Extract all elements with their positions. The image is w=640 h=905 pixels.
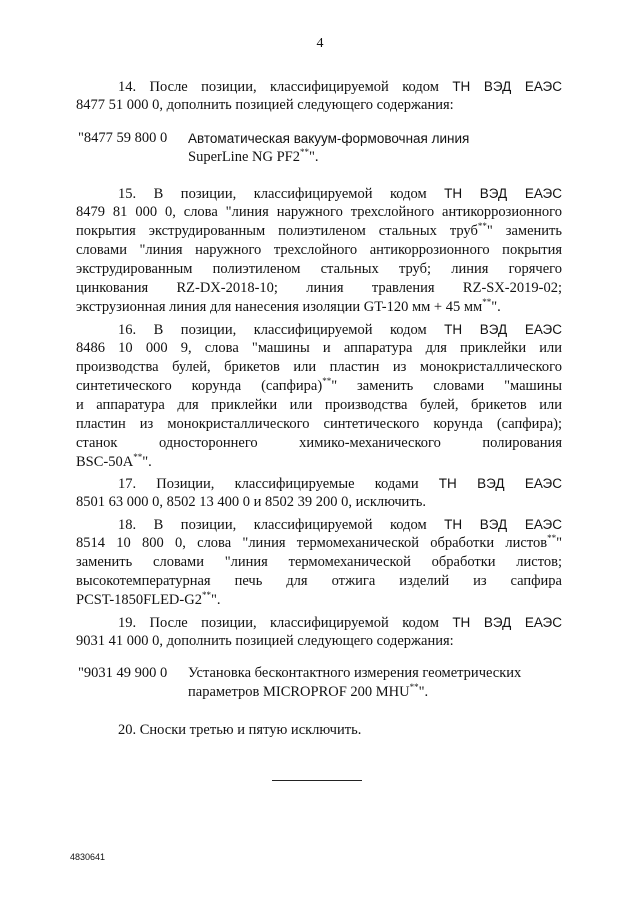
footnote-marker: ** — [547, 533, 557, 543]
item-20-line-1: 20. Сноски третью и пятую исключить. — [118, 722, 362, 738]
item-16-line-8: BSC-50A**". — [76, 452, 152, 470]
footnote-marker: ** — [201, 590, 211, 600]
footnote-marker: ** — [133, 452, 143, 462]
footnote-marker: ** — [322, 376, 332, 386]
item-16-line-3: производства булей, брикетов или пластин из монокристаллического — [76, 359, 562, 375]
item-16-line-5: и аппаратура для приклейки или производства булей, брикетов или — [76, 397, 562, 413]
footnote-marker: ** — [409, 682, 419, 692]
item-15-line-2: 8479 81 000 0, слова "линия наружного трехслойного антикоррозионного — [76, 204, 562, 220]
footnote-marker: ** — [299, 147, 309, 157]
item-19-entry-line-2: параметров MICROPROF 200 MHU**". — [188, 682, 429, 700]
document-footer-id: 4830641 — [70, 852, 106, 862]
item-18-line-5: PCST-1850FLED-G2**". — [76, 590, 221, 608]
item-14-entry-code: "8477 59 800 0 — [78, 130, 168, 146]
footnote-marker: ** — [477, 221, 487, 231]
item-14-entry-line-1: Автоматическая вакуум-формовочная линия — [188, 131, 470, 146]
item-15-line-6: цинкования RZ-DX-2018-10; линия травления RZ-SX-2019-02; — [76, 280, 562, 296]
item-15-line-5: экструдированным полиэтиленом стальных труб; линия горячего — [76, 261, 562, 277]
item-15-line-4: словами "линия наружного трехслойного антикоррозионного покрытия — [76, 242, 562, 258]
footnote-marker: ** — [482, 297, 492, 307]
item-15-line-7: экструзионная линия для нанесения изоляции GT-120 мм + 45 мм**". — [76, 297, 501, 315]
item-15-line-3: покрытия экструдированным полиэтиленом стальных труб**" заменить — [76, 221, 562, 239]
item-19-entry-line-1: Установка бесконтактного измерения геометрических — [188, 665, 522, 681]
item-19-line-1: 19. После позиции, классифицируемой кодом ТН ВЭД ЕАЭС — [118, 615, 562, 631]
item-19-line-2: 9031 41 000 0, дополнить позицией следующего содержания: — [76, 633, 454, 649]
page-number: 4 — [316, 36, 324, 51]
closing-divider-line — [272, 780, 362, 781]
item-17-line-1: 17. Позиции, классифицируемые кодами ТН ВЭД ЕАЭС — [118, 476, 562, 492]
item-16-line-6: пластин из монокристаллического синтетического корунда (сапфира); — [76, 416, 562, 432]
item-18-line-4: высокотемпературная печь для отжига изделий из сапфира — [76, 573, 562, 589]
item-17-line-2: 8501 63 000 0, 8502 13 400 0 и 8502 39 200 0, исключить. — [76, 494, 427, 510]
item-14-entry-line-2: SuperLine NG PF2**". — [188, 147, 319, 165]
item-18-line-3: заменить словами "линия термомеханической обработки листов; — [76, 554, 562, 570]
item-15-line-1: 15. В позиции, классифицируемой кодом ТН ВЭД ЕАЭС — [118, 186, 562, 202]
item-14-line-2: 8477 51 000 0, дополнить позицией следующего содержания: — [76, 97, 454, 113]
item-16-line-2: 8486 10 000 9, слова "машины и аппаратура для приклейки или — [76, 340, 562, 356]
item-16-line-4: синтетического корунда (сапфира)**" заменить словами "машины — [76, 376, 562, 394]
item-18-line-2: 8514 10 800 0, слова "линия термомеханической обработки листов**" — [76, 533, 562, 551]
item-18-line-1: 18. В позиции, классифицируемой кодом ТН ВЭД ЕАЭС — [118, 517, 562, 533]
item-16-line-1: 16. В позиции, классифицируемой кодом ТН ВЭД ЕАЭС — [118, 322, 562, 338]
item-16-line-7: станок одностороннего химико-механического полирования — [76, 435, 562, 451]
item-19-entry-code: "9031 49 900 0 — [78, 665, 168, 681]
item-14-line-1: 14. После позиции, классифицируемой кодом ТН ВЭД ЕАЭС — [118, 79, 562, 95]
